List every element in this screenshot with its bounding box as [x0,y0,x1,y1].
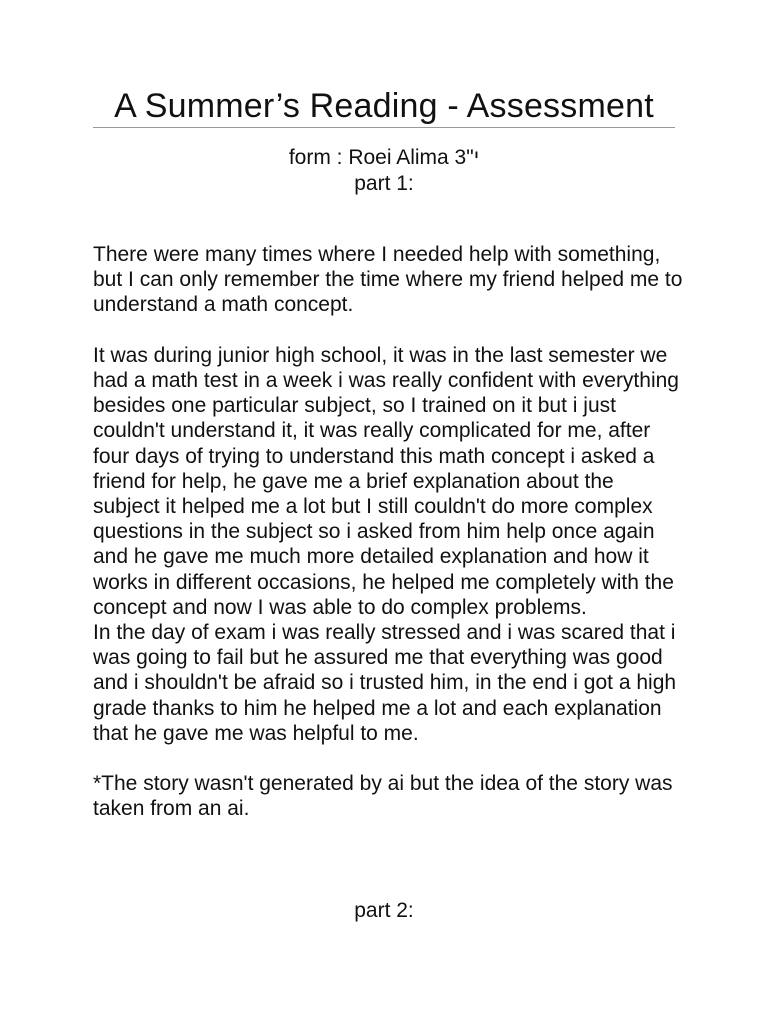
paragraph-spacer [93,318,683,343]
form-line: form : Roei Alima 3"י [288,146,480,169]
paragraph-ai-note: *The story wasn't generated by ai but the idea of the story was taken from an ai. [93,772,673,821]
story-body [93,242,683,822]
part-1-heading: part 1: [354,172,414,195]
title-underline [93,127,675,128]
paragraph-story: It was during junior high school, it was in the last semester we had a math test in a week i was really confident with everything besides one particular subject, so I trained on it but i just couldn't understand it, it was really complicated for me, after four days of trying to understand this math concept i asked a friend for help, he gave me a brief explanation about the subject it helped me a lot but I still couldn't do more complex questions in the subject so i asked from him help once again and he gave me much more detailed explanation and how it works in different occasions, he helped me completely with the concept and now I was able to do complex problems. [93,343,679,619]
page-title: A Summer’s Reading - Assessment [114,87,654,125]
paragraph-exam: In the day of exam i was really stressed and i was scared that i was going to fail but he assured me that everything was good and i shouldn't be afraid so i trusted him, in the end i got a high grade thanks to him he helped me a lot and each explanation that he gave me was helpful to me. [93,621,677,745]
paragraph-spacer [93,746,683,771]
part-2-heading: part 2: [354,899,414,922]
paragraph-intro: There were many times where I needed help with something, but I can only remember the time where my friend helped me to understand a math concept. [93,243,683,317]
